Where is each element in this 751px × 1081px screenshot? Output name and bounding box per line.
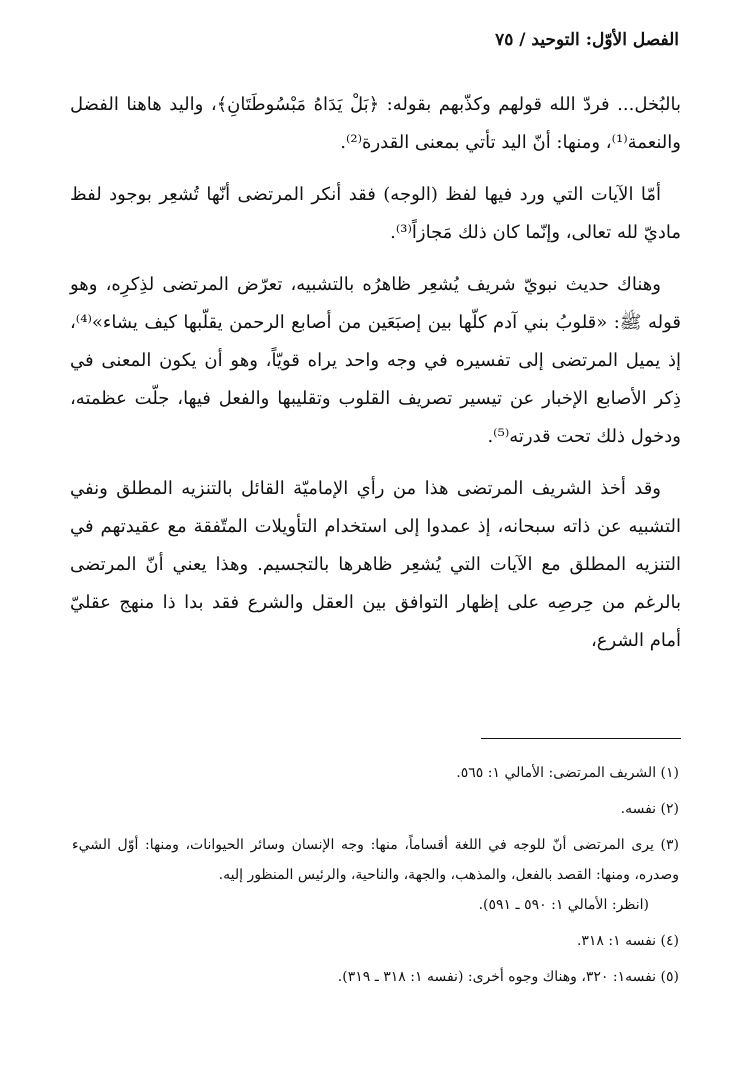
running-header: الفصل الأوّل: التوحيد / ٧٥: [495, 30, 679, 50]
footnote-3-text: (٣) يرى المرتضى أنّ للوجه في اللغة أقساماً، منها: وجه الإنسان وسائر الحيوانات، ومنها: أوّل الشيء وصدره، ومنها: القصد بالفعل، والمذهب، والجهة، والناحية، والرئيس المنظور إليه.: [72, 837, 679, 883]
footnote-3-reference: (انظر: الأمالي ١: ٥٩٠ ـ ٥٩١).: [478, 897, 649, 913]
paragraph-3: وهناك حديث نبويّ شريف يُشعِر ظاهرُه بالتشبيه، تعرّض المرتضى لذِكرِه، وهو قوله ﷺ: «قلوبُ بني آدم كلّها بين إصبَعَين من أصابع الرحمن يقلّبها كيف يشاء»⁽⁴⁾، إذ يميل المرتضى إلى تفسيره في وجه واحد يراه قويّاً، وهو أن يكون المعنى في ذِكر الأصابع الإخبار عن تيسير تصريف القلوب وتقليبها والفعل فيها، جلّت عظمته، ودخول ذلك تحت قدرته⁽⁵⁾.: [70, 274, 681, 447]
paragraph-2: أمّا الآيات التي ورد فيها لفظ (الوجه) فقد أنكر المرتضى أنّها تُشعِر بوجود لفظ ماديّ لله تعالى، وإنّما كان ذلك مَجازاً⁽³⁾.: [70, 184, 681, 243]
footnote-4: (٤) نفسه ١: ٣١٨.: [576, 933, 679, 949]
footnote-separator: [481, 738, 681, 739]
footnote-3: [72, 830, 679, 920]
footnote-1: (١) الشريف المرتضى: الأمالي ١: ٥٦٥.: [456, 765, 679, 781]
main-text: [70, 86, 681, 674]
paragraph-4: وقد أخذ الشريف المرتضى هذا من رأي الإماميّة القائل بالتنزيه المطلق ونفي التشبيه عن ذاته سبحانه، إذ عمدوا إلى استخدام التأويلات المتّفقة مع عقيدتهم في التنزيه المطلق مع الآيات التي يُشعِر ظاهرها بالتجسيم. وهذا يعني أنّ المرتضى بالرغم من حِرصِه على إظهار التوافق بين العقل والشرع فقد بدا ذا منهج عقليّ أمام الشرع،: [70, 478, 681, 651]
paragraph-1: بالبُخل... فردّ الله قولهم وكذّبهم بقوله: ﴿بَلْ يَدَاهُ مَبْسُوطَتَانِ﴾، واليد هاهنا الفضل والنعمة⁽¹⁾، ومنها: أنّ اليد تأتي بمعنى القدرة⁽²⁾.: [70, 94, 681, 153]
footnotes: [72, 758, 679, 998]
footnote-2: (٢) نفسه.: [620, 801, 679, 817]
footnote-5: (٥) نفسه١: ٣٢٠، وهناك وجوه أخرى: (نفسه ١: ٣١٨ ـ ٣١٩).: [337, 969, 679, 985]
